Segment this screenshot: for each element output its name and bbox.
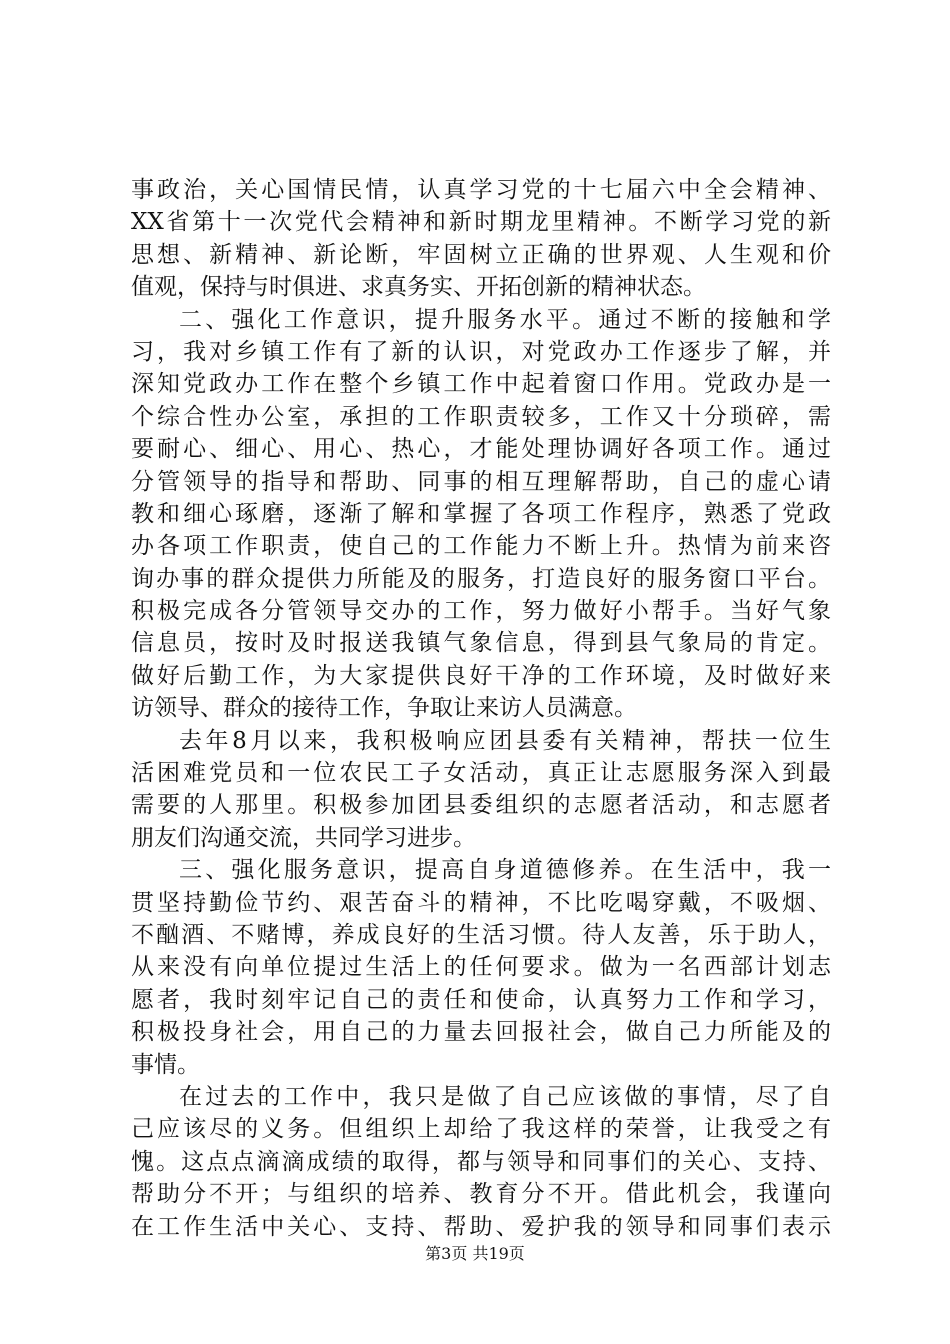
paragraph-start-line: 去年8月以来，我积极响应团县委有关精神，帮扶一位生 — [179, 727, 831, 754]
text-line: 要耐心、细心、用心、热心，才能处理协调好各项工作。通过 — [131, 436, 831, 463]
text-line: 帮助分不开；与组织的培养、教育分不开。借此机会，我谨向 — [131, 1181, 831, 1208]
text-line: 访领导、群众的接待工作，争取让来访人员满意。 — [131, 695, 637, 722]
text-line: 己应该尽的义务。但组织上却给了我这样的荣誉，让我受之有 — [131, 1116, 831, 1143]
text-line: 愧。这点点滴滴成绩的取得，都与领导和同事们的关心、支持、 — [131, 1148, 831, 1175]
document-body — [131, 174, 831, 1243]
text-line: 事情。 — [131, 1051, 200, 1078]
paragraph-start-line: 三、强化服务意识，提高自身道德修养。在生活中，我一 — [179, 857, 831, 884]
paragraph-start-line: 二、强化工作意识，提升服务水平。通过不断的接触和学 — [179, 306, 831, 333]
text-line: 从来没有向单位提过生活上的任何要求。做为一名西部计划志 — [131, 954, 831, 981]
text-line: 贯坚持勤俭节约、艰苦奋斗的精神，不比吃喝穿戴，不吸烟、 — [131, 889, 831, 916]
text-line: 做好后勤工作，为大家提供良好干净的工作环境，及时做好来 — [131, 662, 831, 689]
text-line: 活困难党员和一位农民工子女活动，真正让志愿服务深入到最 — [131, 760, 831, 787]
text-line: 思想、新精神、新论断，牢固树立正确的世界观、人生观和价 — [131, 241, 831, 268]
text-line: 办各项工作职责，使自己的工作能力不断上升。热情为前来咨 — [131, 533, 831, 560]
text-line: 需要的人那里。积极参加团县委组织的志愿者活动，和志愿者 — [131, 792, 831, 819]
text-line: 深知党政办工作在整个乡镇工作中起着窗口作用。党政办是一 — [131, 371, 831, 398]
text-line: 分管领导的指导和帮助、同事的相互理解帮助，自己的虚心请 — [131, 468, 831, 495]
text-line: 积极完成各分管领导交办的工作，努力做好小帮手。当好气象 — [131, 598, 831, 625]
text-line: 习，我对乡镇工作有了新的认识，对党政办工作逐步了解，并 — [131, 338, 831, 365]
text-line: 教和细心琢磨，逐渐了解和掌握了各项工作程序，熟悉了党政 — [131, 500, 831, 527]
text-line: 个综合性办公室，承担的工作职责较多，工作又十分琐碎，需 — [131, 403, 831, 430]
text-line: 值观，保持与时俱进、求真务实、开拓创新的精神状态。 — [131, 274, 706, 301]
text-line: 询办事的群众提供力所能及的服务，打造良好的服务窗口平台。 — [131, 565, 831, 592]
text-line: 事政治，关心国情民情，认真学习党的十七届六中全会精神、 — [131, 177, 831, 203]
text-line: 不酗酒、不赌博，养成良好的生活习惯。待人友善，乐于助人， — [131, 921, 831, 948]
page-number-footer: 第3页 共19页 — [425, 1244, 525, 1263]
text-line: 在工作生活中关心、支持、帮助、爱护我的领导和同事们表示 — [131, 1213, 831, 1240]
text-line: 愿者，我时刻牢记自己的责任和使命，认真努力工作和学习， — [131, 986, 831, 1013]
text-line: 积极投身社会，用自己的力量去回报社会，做自己力所能及的 — [131, 1019, 831, 1046]
text-line: XX省第十一次党代会精神和新时期龙里精神。不断学习党的新 — [131, 209, 831, 236]
text-line: 信息员，按时及时报送我镇气象信息，得到县气象局的肯定。 — [131, 630, 831, 657]
text-line: 朋友们沟通交流，共同学习进步。 — [131, 824, 476, 851]
paragraph-start-line: 在过去的工作中，我只是做了自己应该做的事情，尽了自 — [179, 1083, 831, 1110]
